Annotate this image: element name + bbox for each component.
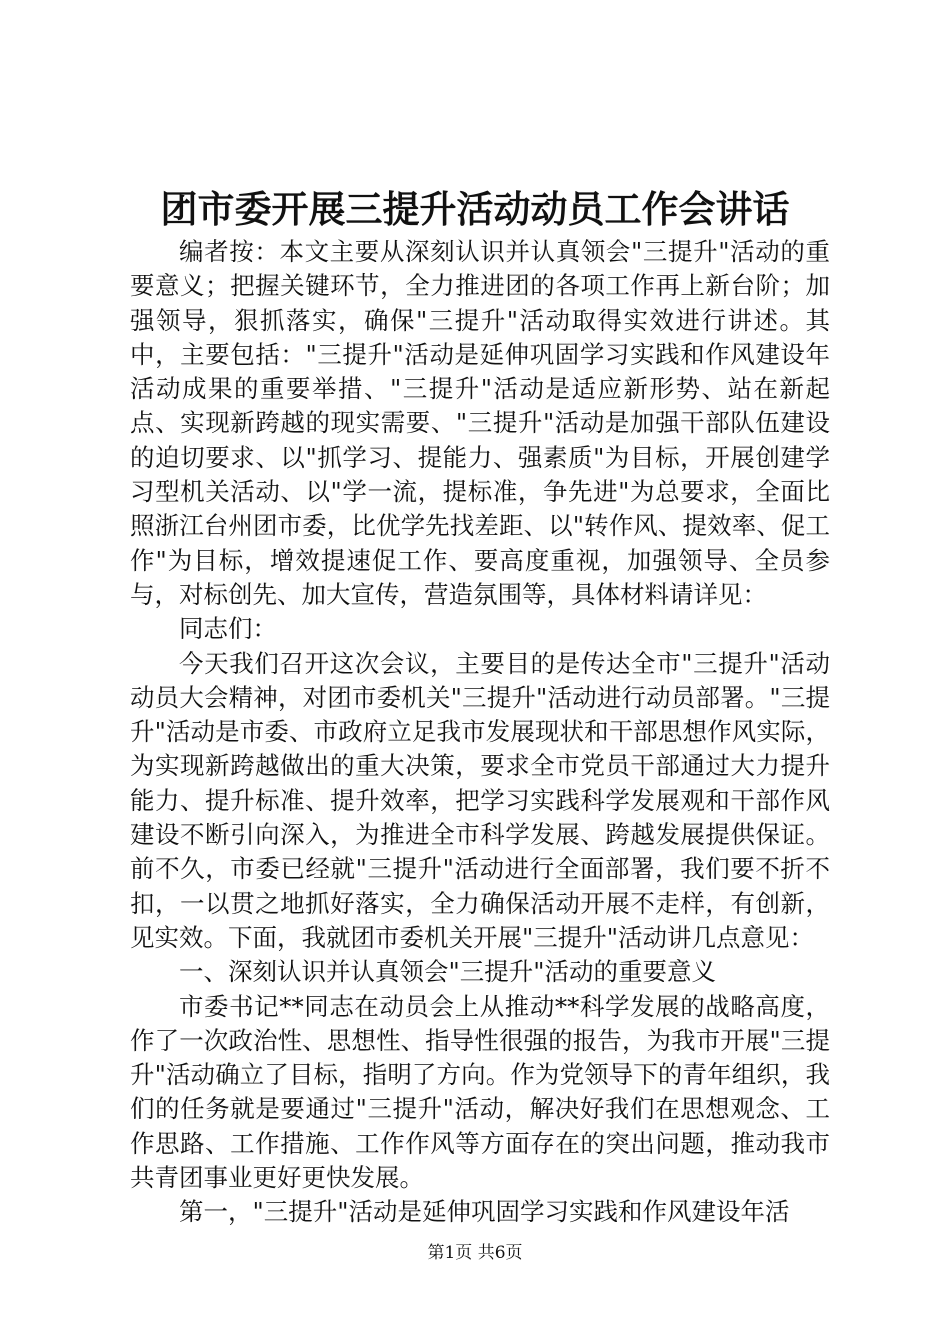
body-paragraph: 第一，"三提升"活动是延伸巩固学习实践和作风建设年活 xyxy=(179,1197,790,1227)
editor-note-paragraph: 编者按：本文主要从深刻认识并认真领会"三提升"活动的重要意义；把握关键环节，全力推进团的各项工作再上新台阶；加强领导，狠抓落实，确保"三提升"活动取得实效进行讲述。其中，主要包括："三提升"活动是延伸巩固学习实践和作风建设年活动成果的重要举措、"三提升"活动是适应新形势、站在新起点、实现新跨越的现实需要、"三提升"活动是加强干部队伍建设的迫切要求、以"抓学习、提能力、强素质"为目标，开展创建学习型机关活动、以"学一流，提标准，争先进"为总要求，全面比照浙江台州团市委，比优学先找差距、以"转作风、提效率、促工作"为目标，增效提速促工作、要高度重视，加强领导、全员参与，对标创先、加大宣传，营造氛围等，具体材料请详见： xyxy=(130,237,830,609)
page-number-footer: 第1页 共6页 xyxy=(427,1243,523,1263)
document-body xyxy=(130,235,830,1230)
section-heading: 一、深刻认识并认真领会"三提升"活动的重要意义 xyxy=(179,957,717,987)
body-paragraph: 今天我们召开这次会议，主要目的是传达全市"三提升"活动动员大会精神，对团市委机关"三提升"活动进行动员部署。"三提升"活动是市委、市政府立足我市发展现状和干部思想作风实际，为实现新跨越做出的重大决策，要求全市党员干部通过大力提升能力、提升标准、提升效率，把学习实践科学发展观和干部作风建设不断引向深入，为推进全市科学发展、跨越发展提供保证。前不久，市委已经就"三提升"活动进行全面部署，我们要不折不扣，一以贯之地抓好落实，全力确保活动开展不走样，有创新，见实效。下面，我就团市委机关开展"三提升"活动讲几点意见： xyxy=(130,648,830,952)
salutation-paragraph: 同志们： xyxy=(179,614,277,644)
body-paragraph: 市委书记**同志在动员会上从推动**科学发展的战略高度，作了一次政治性、思想性、指导性很强的报告，为我市开展"三提升"活动确立了目标，指明了方向。作为党领导下的青年组织，我们的任务就是要通过"三提升"活动，解决好我们在思想观念、工作思路、工作措施、工作作风等方面存在的突出问题，推动我市共青团事业更好更快发展。 xyxy=(130,991,830,1193)
document-title: 团市委开展三提升活动动员工作会讲话 xyxy=(160,187,790,231)
